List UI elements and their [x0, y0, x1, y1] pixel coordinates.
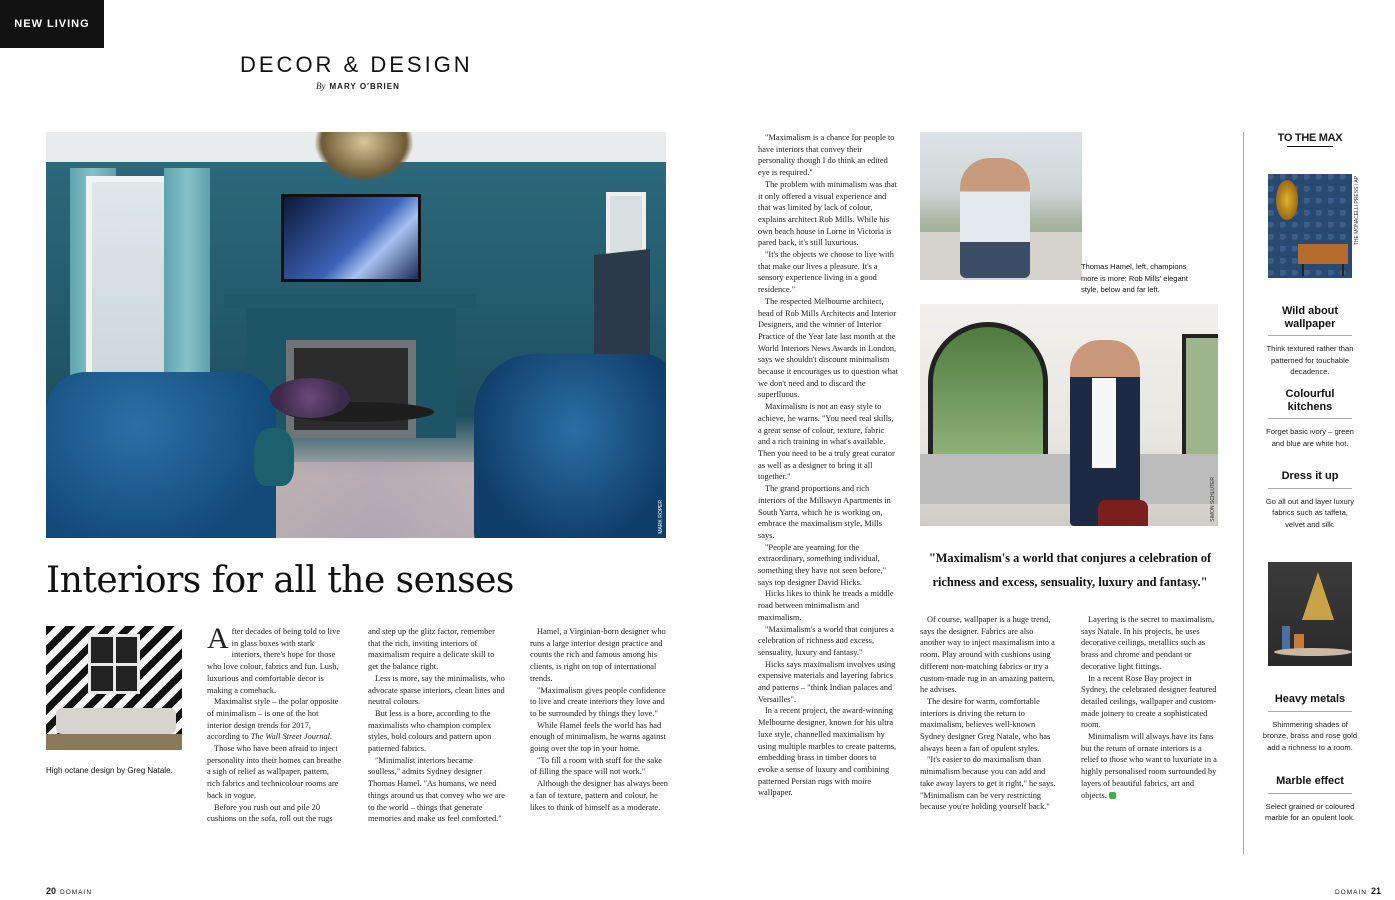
sidebar-item-kitchens [1262, 388, 1358, 449]
photo-caption: Thomas Hamel, left, champions more is more; Rob Mills' elegant style, below and far left. [1081, 262, 1188, 294]
sidebar-item-text: Think textured rather than patterned for touchable decadence. [1266, 344, 1354, 377]
body-paragraph: The respected Melbourne architect, head of Rob Mills Architects and Interior Designers, and the winner of Interior Practice of the Year late last month at the World Interiors News Awards in London, says we shouldn't discount minimalism because it encourages us to question what we don't need and to discard the superfluous. [758, 296, 899, 400]
sidebar-item-marble [1262, 775, 1358, 824]
byline [316, 81, 400, 91]
folio-right [1335, 886, 1381, 896]
sidebar-image-wallpaper [1268, 174, 1352, 278]
body-paragraph: The grand proportions and rich interiors of the Millswyn Apartments in South Yarra, which he is working on, embrace the maximalism style, Mills says. [758, 484, 891, 540]
body-paragraph: Maximalist style – the polar opposite of minimalism – is one of the hot interior design trends for 2017, according to The Wall Street Journal. [207, 697, 339, 742]
sidebar-image-metals [1268, 562, 1352, 666]
photo2-credit: SIMON SCHLUTER [1210, 477, 1216, 522]
sidebar-item-heading: Colourful kitchens [1285, 388, 1335, 413]
body-paragraph: "It's easier to do maximalism than minimalism because you can add and take away layers to get it right," he says. "Minimalism can be very restricting because you're holding yourself back." [920, 755, 1056, 812]
body-column-5 [920, 614, 1058, 813]
body-paragraph: Although the designer has always been a fan of texture, pattern and colour, he likes to think of himself as a moderate. [530, 779, 668, 812]
body-column-1 [207, 622, 343, 825]
page-number-left: 20 [46, 886, 57, 896]
sidebar-item-text: Shimmering shades of bronze, brass and rose gold add a richness to a room. [1262, 719, 1358, 752]
pull-quote: "Maximalism's a world that conjures a celebration of richness and excess, sensuality, luxury and fantasy." [928, 551, 1212, 589]
body-paragraph: Layering is the secret to maximalism, says Natale. In his projects, he uses decorative ceilings, metallics such as brass and chrome and pendant or decorative light fittings. [1081, 615, 1215, 671]
page-number-right: 21 [1370, 886, 1381, 896]
body-column-2 [368, 626, 506, 825]
body-paragraph: and step up the glitz factor, remember that the rich, inviting interiors of maximalism require a delicate skill to get the balance right. [368, 627, 495, 672]
body-paragraph: "To fill a room with stuff for the sake of filling the space will not work." [530, 755, 663, 777]
body-paragraph: Of course, wallpaper is a huge trend, says the designer. Fabrics are also another way to inject maximalism into a room. Play around with cushions using different non-matching fabrics or try a custom-made rug in an amazing pattern, he advises. [920, 615, 1055, 695]
section-title: DECOR & DESIGN [240, 52, 473, 77]
body-paragraph: The problem with minimalism was that it only offered a visual experience and that was limited by lack of colour, explains architect Rob Mills. While his own beach house in Lorne in Victoria is pared back, it's still luxurious. [758, 179, 897, 248]
body-paragraph: "Maximalism's a world that conjures a celebration of richness and excess, sensuality, luxury and fantasy." [758, 624, 894, 657]
body-paragraph: "Maximalism is a chance for people to have interiors that convey their personality though I do think an edited eye is required." [758, 133, 895, 178]
sidebar-item-text: Select grained or coloured marble for an opulent look. [1265, 801, 1355, 823]
sidebar-image-credit: THE MONACELLI PRESS / AP [1354, 176, 1360, 246]
body-paragraph: In a recent Rose Bay project in Sydney, the celebrated designer featured detailed ceilings, wallpaper and custom-made joinery to create a sophisticated room. [1081, 673, 1217, 730]
body-paragraph: Minimalism will always have its fans but the return of ornate interiors is a relief to those who want to luxuriate in a highly personalised room surrounded by layers of beautiful fabrics, art and objects. [1081, 732, 1217, 800]
body-paragraph: Before you rush out and pile 20 cushions on the sofa, roll out the rugs [207, 802, 333, 824]
sidebar-item-heading: Marble effect [1276, 775, 1344, 787]
body-paragraph: "Maximalism gives people confidence to live and create interiors they love and to be surrounded by things they love." [530, 685, 666, 718]
body-paragraph: But less is a bore, according to the maximalists who champion complex styles, bold colours and pattern upon patterned fabrics. [368, 708, 492, 754]
hero-image [46, 132, 666, 538]
headline: Interiors for all the senses [46, 560, 514, 601]
body-paragraph: Hicks says maximalism involves using expensive materials and layering fabrics and patterns – "think Indian palaces and Versailles". [758, 659, 896, 704]
section-tag: NEW LIVING [0, 0, 104, 48]
portrait-photo-hamel [920, 132, 1082, 280]
body-paragraph: Those who have been afraid to inject personality into their homes can breathe a sigh of relief as wallpaper, pattern, rich fabrics and technicolour rooms are back in vogue. [207, 744, 342, 800]
sidebar-title-underline [1287, 146, 1333, 147]
body-paragraph: "It's the objects we choose to live with that make our lives a pleasure. It's a sensory experience living in a good residence." [758, 250, 894, 295]
body-paragraph: In a recent project, the award-winning Melbourne designer, known for his ultra luxe style, channelled maximalism by using multiple marbles to create patterns, embedding brass in timber doors to evoke a sense of luxury and combining patterned Persian rugs with moire wallpaper. [758, 706, 897, 798]
sidebar-item-heading: Dress it up [1281, 470, 1339, 482]
portrait-photo-mills [920, 304, 1218, 526]
sidebar-item-wallpaper [1262, 305, 1358, 378]
folio-left [46, 886, 92, 896]
thumbnail-caption: High octane design by Greg Natale. [46, 766, 173, 775]
chandelier-icon [314, 132, 414, 182]
body-paragraph: Less is more, say the minimalists, who advocate sparse interiors, clean lines and neutral colours. [368, 673, 505, 707]
body-paragraph: "People are yearning for the extraordinary, something individual, something they have not seen before," says top designer David Hicks. [758, 542, 887, 587]
body-column-4 [758, 132, 898, 799]
publication-name: DOMAIN [60, 889, 93, 896]
sidebar-item-text: Forget basic ivory – green and blue are white hot. [1266, 427, 1354, 448]
sidebar-item-dress-it-up [1262, 470, 1358, 531]
body-paragraph: The desire for warm, comfortable interiors is driving the return to maximalism, believes well-known Sydney designer Greg Natale, who has always been a fan of opulent styles. [920, 696, 1051, 753]
sidebar-item-text: Go all out and layer luxury fabrics such as taffeta, velvet and silk. [1265, 496, 1355, 529]
body-paragraph: While Hamel feels the world has had enough of minimalism, he warns against going over the top in your home. [530, 720, 666, 754]
byline-prefix: By [316, 81, 326, 91]
publication-name: DOMAIN [1334, 889, 1367, 896]
sidebar-title: TO THE MAX [1277, 132, 1343, 144]
end-mark-icon [1109, 792, 1116, 799]
body-paragraph: Hamel, a Virginian-born designer who runs a large interior design practice and counts the rich and famous among his clients, is right on top of international trends. [530, 627, 666, 683]
dropcap: A [207, 622, 229, 655]
body-paragraph: After decades of being told to live in glass boxes with stark interiors, there's hope for those who love colour, fabrics and fun. Lush, luxurious and comfortable decor is making a comeback. [207, 622, 341, 695]
byline-author: MARY O'BRIEN [329, 82, 400, 91]
body-column-3 [530, 626, 668, 813]
sidebar-item-heavy-metals [1262, 693, 1358, 754]
hero-image-credit: MARK ROPER [658, 500, 664, 534]
body-column-6 [1081, 614, 1219, 801]
sidebar-item-heading: Heavy metals [1274, 693, 1346, 705]
body-paragraph: "Minimalist interiors became soulless," admits Sydney designer Thomas Hamel. "As humans, we need things around us that convey who we are to the world – things that generate memories and make us feel comforted." [368, 755, 505, 824]
body-paragraph: Hicks likes to think he treads a middle road between minimalism and maximalism. [758, 589, 894, 622]
sidebar-divider [1243, 132, 1244, 854]
thumbnail-image [46, 626, 182, 750]
body-paragraph: Maximalism is not an easy style to achieve, he warns. "You need real skills, a great sense of colour, texture, fabric and a rich training in what's available. Then you need to be a truly great curator as well as a designer to bring it all together." [758, 402, 895, 482]
sidebar-item-heading: Wild about wallpaper [1281, 305, 1339, 330]
